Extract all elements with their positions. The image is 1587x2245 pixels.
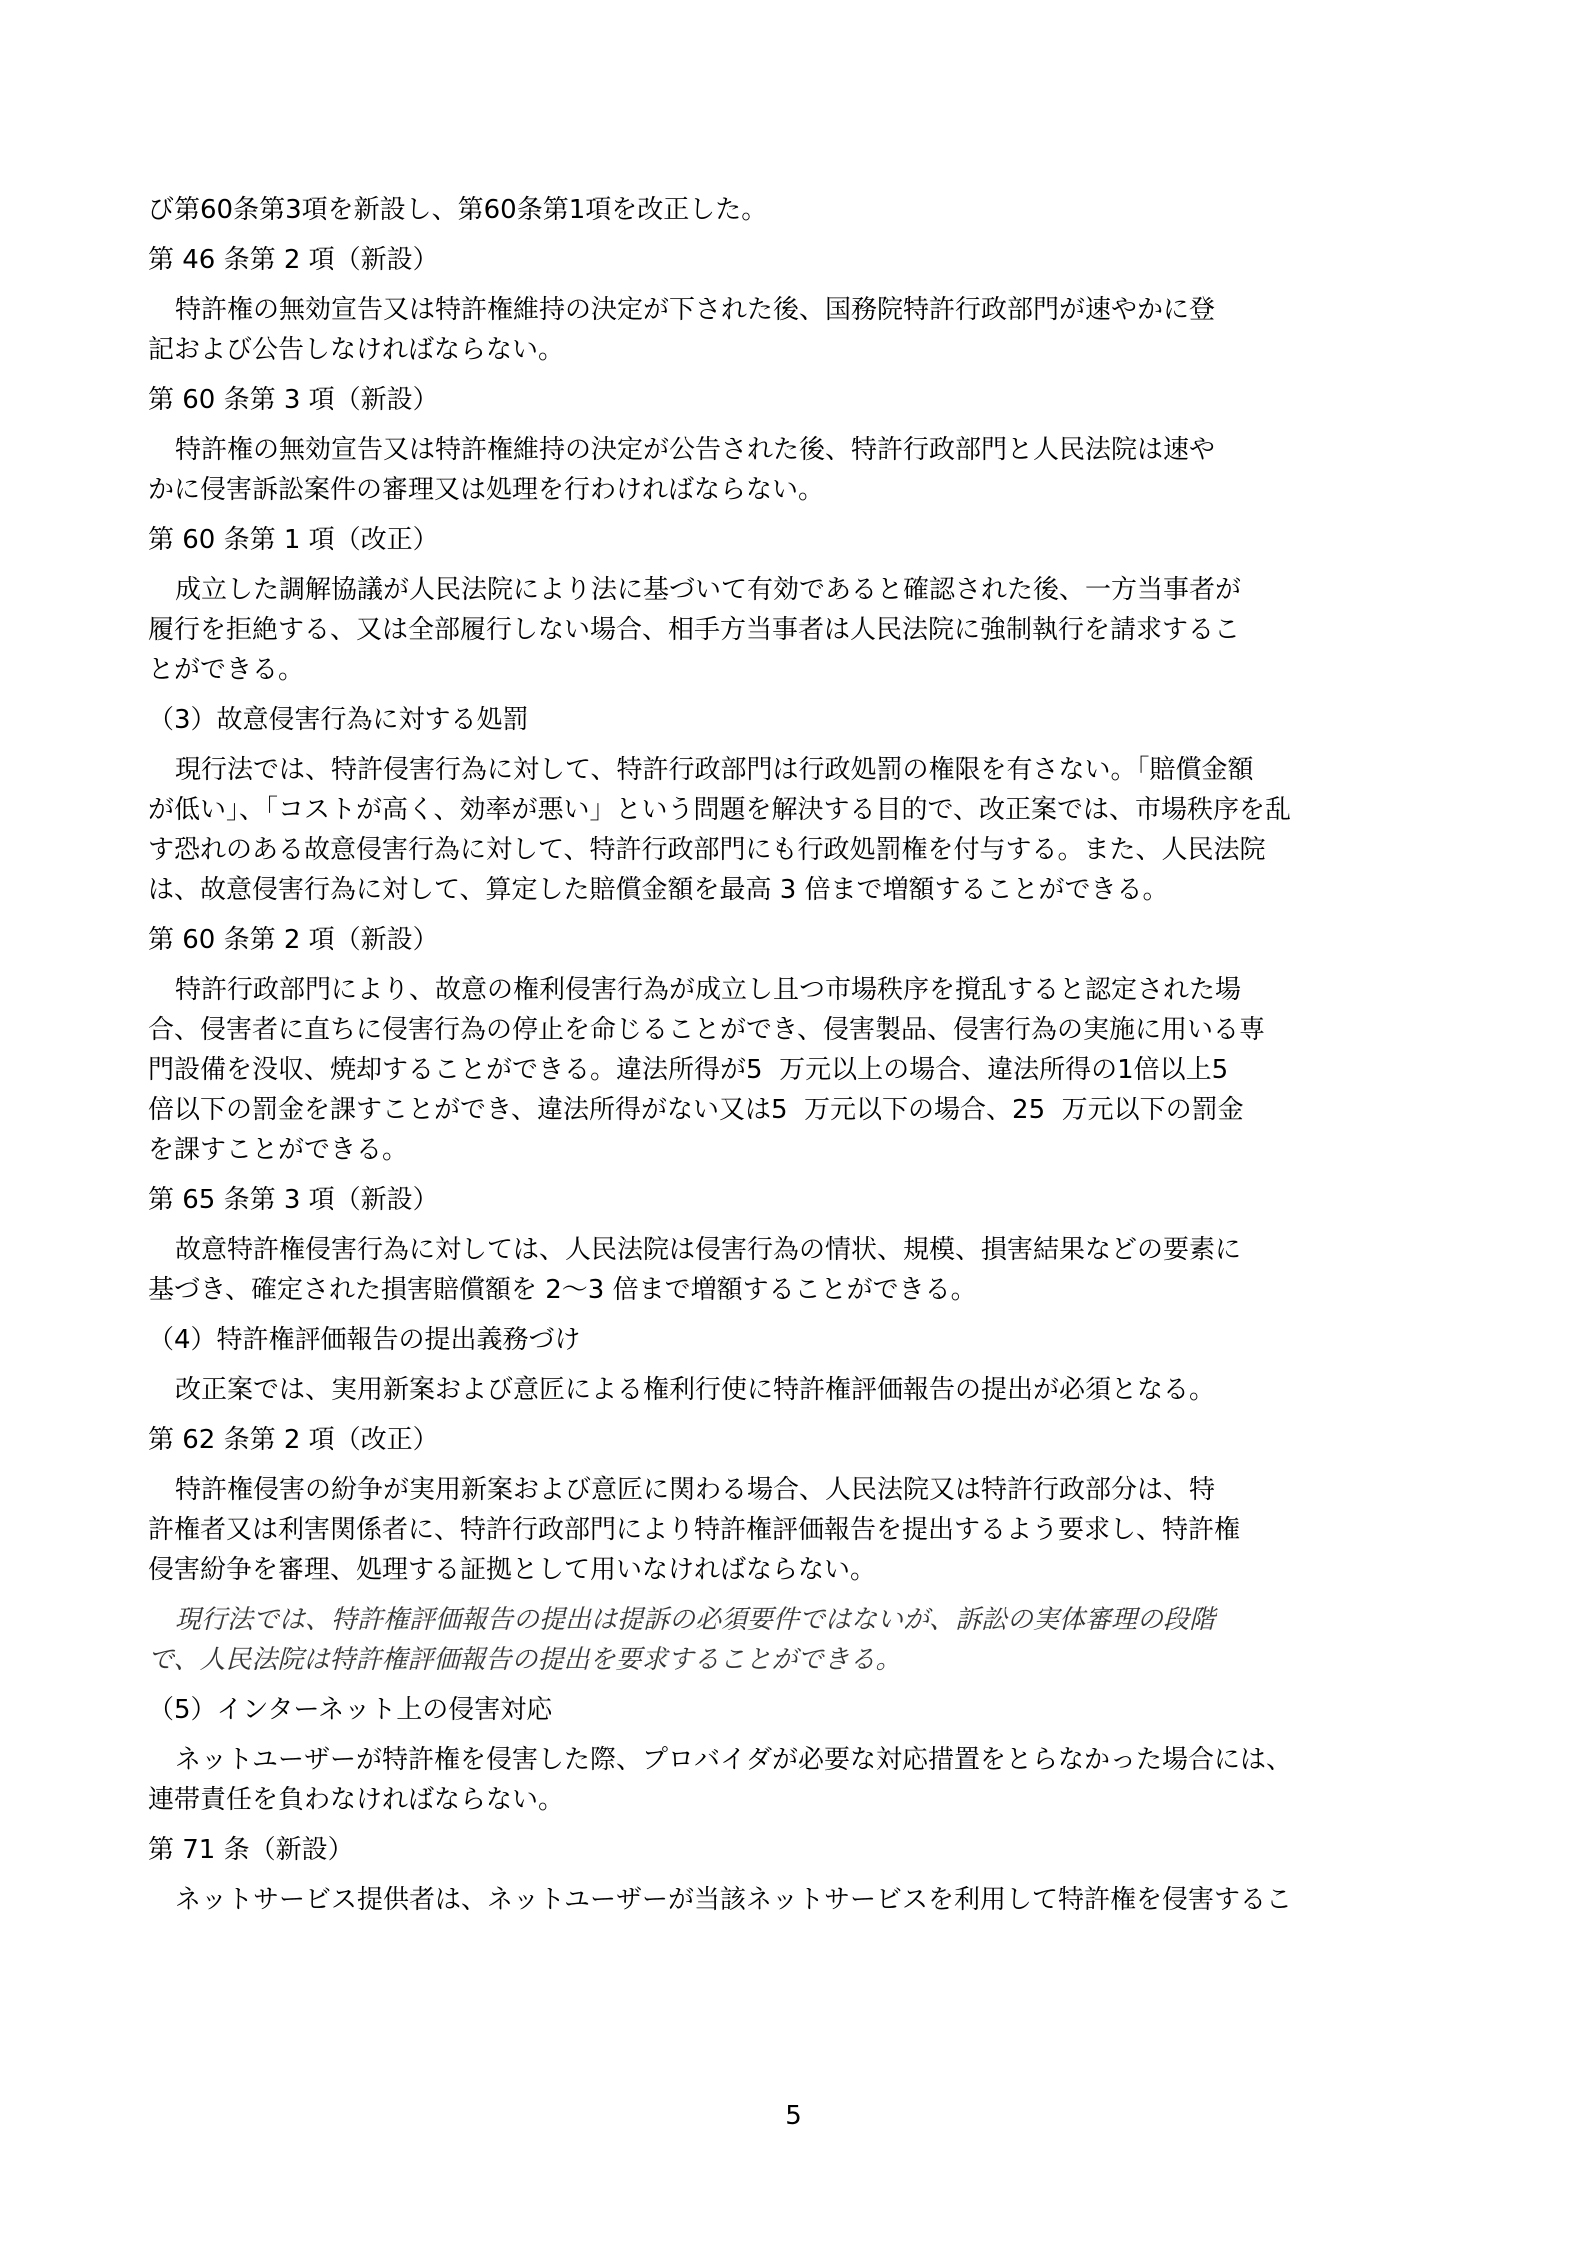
article-heading: 第 60 条第 2 項（新設）: [148, 925, 439, 955]
text-line: 合、侵害者に直ちに侵害行為の停止を命じることができ、侵害製品、侵害行為の実施に用いる専: [148, 1015, 1265, 1045]
section-heading: （4）特許権評価報告の提出義務づけ: [148, 1325, 581, 1355]
text-line: 特許権の無効宣告又は特許権維持の決定が公告された後、特許行政部門と人民法院は速や: [175, 435, 1216, 465]
text-line: 履行を拒絶する、又は全部履行しない場合、相手方当事者は人民法院に強制執行を請求するこ: [148, 615, 1241, 645]
article-heading: 第 71 条（新設）: [148, 1835, 354, 1865]
text-line: 基づき、確定された損害賠償額を 2～3 倍まで増額することができる。: [148, 1275, 977, 1305]
text-line: 特許行政部門により、故意の権利侵害行為が成立し且つ市場秩序を撹乱すると認定された場: [175, 975, 1242, 1005]
text-line: が低い」、「コストが高く、効率が悪い」という問題を解決する目的で、改正案では、市場秩序を乱: [148, 795, 1291, 825]
text-line: 現行法では、特許侵害行為に対して、特許行政部門は行政処罰の権限を有さない。「賠償金額: [175, 755, 1254, 785]
text-line: 門設備を没収、焼却することができる。違法所得が5 万元以上の場合、違法所得の1倍以上5: [148, 1055, 1229, 1085]
text-line: び第60条第3項を新設し、第60条第1項を改正した。: [148, 195, 768, 225]
text-line: 特許権の無効宣告又は特許権維持の決定が下された後、国務院特許行政部門が速やかに登: [175, 295, 1216, 325]
text-line: 特許権侵害の紛争が実用新案および意匠に関わる場合、人民法院又は特許行政部分は、特: [175, 1475, 1216, 1505]
section-heading: （3）故意侵害行為に対する処罰: [148, 705, 529, 735]
document-page: [148, 190, 1438, 1920]
article-heading: 第 46 条第 2 項（新設）: [148, 245, 439, 275]
text-line: 記および公告しなければならない。: [148, 335, 565, 365]
article-heading: 第 60 条第 1 項（改正）: [148, 525, 439, 555]
article-heading: 第 65 条第 3 項（新設）: [148, 1185, 439, 1215]
text-line: 連帯責任を負わなければならない。: [148, 1785, 565, 1815]
text-line: 侵害紛争を審理、処理する証拠として用いなければならない。: [148, 1555, 877, 1585]
text-line: 成立した調解協議が人民法院により法に基づいて有効であると確認された後、一方当事者が: [175, 575, 1242, 605]
section-heading: （5）インターネット上の侵害対応: [148, 1695, 553, 1725]
text-line: は、故意侵害行為に対して、算定した賠償金額を最高 3 倍まで増額することができる。: [148, 875, 1169, 905]
text-line: 倍以下の罰金を課すことができ、違法所得がない又は5 万元以下の場合、25 万元以下の罰金: [148, 1095, 1244, 1125]
text-line: ネットユーザーが特許権を侵害した際、プロバイダが必要な対応措置をとらなかった場合には、: [175, 1745, 1292, 1775]
page-number: 5: [785, 2101, 802, 2131]
italic-note-line: で、人民法院は特許権評価報告の提出を要求することができる。: [148, 1645, 902, 1675]
text-line: を課すことができる。: [148, 1135, 409, 1165]
article-heading: 第 62 条第 2 項（改正）: [148, 1425, 439, 1455]
italic-note-line: 現行法では、特許権評価報告の提出は提訴の必須要件ではないが、訴訟の実体審理の段階: [175, 1605, 1216, 1635]
text-line: す恐れのある故意侵害行為に対して、特許行政部門にも行政処罰権を付与する。また、人民法院: [148, 835, 1266, 865]
text-line: ネットサービス提供者は、ネットユーザーが当該ネットサービスを利用して特許権を侵害するこ: [175, 1885, 1292, 1915]
text-line: 改正案では、実用新案および意匠による権利行使に特許権評価報告の提出が必須となる。: [175, 1375, 1216, 1405]
article-heading: 第 60 条第 3 項（新設）: [148, 385, 439, 415]
text-line: かに侵害訴訟案件の審理又は処理を行わければならない。: [148, 475, 825, 505]
text-line: とができる。: [148, 655, 305, 685]
text-line: 許権者又は利害関係者に、特許行政部門により特許権評価報告を提出するよう要求し、特許権: [148, 1515, 1241, 1545]
text-line: 故意特許権侵害行為に対しては、人民法院は侵害行為の情状、規模、損害結果などの要素に: [175, 1235, 1242, 1265]
